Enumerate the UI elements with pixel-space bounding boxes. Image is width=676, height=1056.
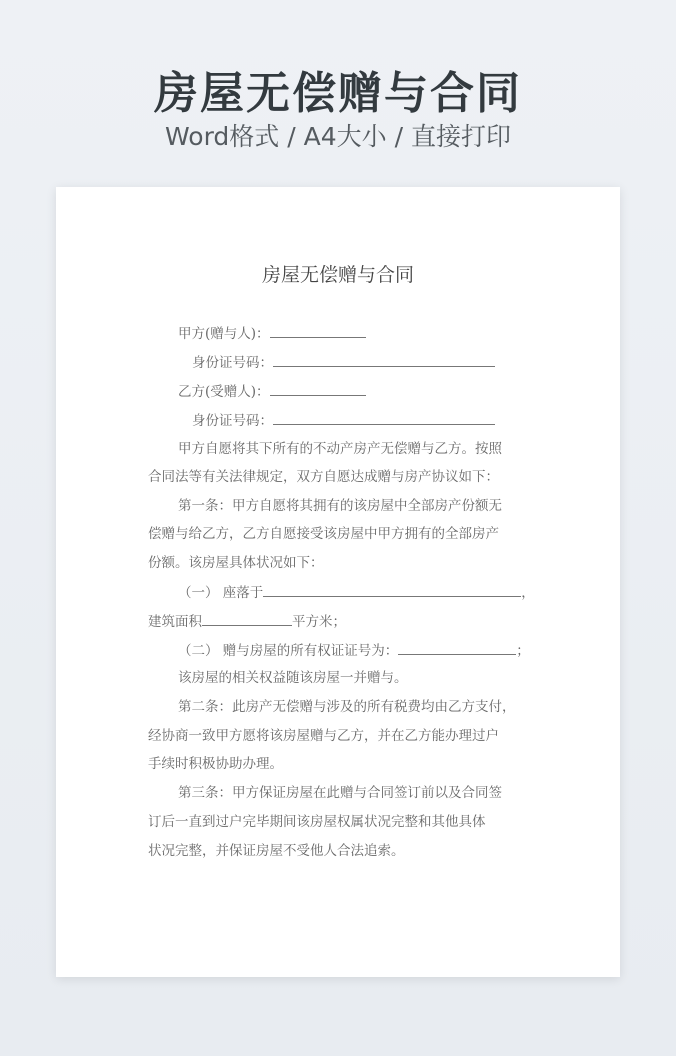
article-2-line-3: 手续时积极协助办理。 [148, 756, 283, 772]
party-b-id-row [192, 410, 495, 431]
item-1-label: （一） 座落于 [178, 585, 264, 601]
article-2-line-2: 经协商一致甲方愿将该房屋赠与乙方，并在乙方能办理过户 [148, 728, 499, 744]
party-b-label: 乙方(受赠人)： [178, 384, 270, 400]
area-blank [202, 611, 292, 626]
party-a-blank [270, 323, 366, 338]
item-2-end: ； [516, 643, 530, 659]
article-2-line-1: 第二条：此房产无偿赠与涉及的所有税费均由乙方支付， [178, 699, 516, 715]
banner-title: 房屋无偿赠与合同 [154, 68, 522, 119]
party-b-blank [270, 381, 366, 396]
article-3-line-3: 状况完整，并保证房屋不受他人合法追索。 [148, 843, 405, 859]
area-unit: 平方米； [292, 614, 346, 630]
party-a-row [178, 323, 366, 344]
party-a-label: 甲方(赠与人)： [178, 326, 270, 342]
intro-line-1: 甲方自愿将其下所有的不动产房产无偿赠与乙方。按照 [178, 441, 502, 457]
document-title: 房屋无偿赠与合同 [261, 264, 414, 286]
item-2-label: （二） 赠与房屋的所有权证证号为： [178, 643, 399, 659]
area-row [148, 611, 346, 632]
article-3-line-1: 第三条：甲方保证房屋在此赠与合同签订前以及合同签 [178, 785, 502, 801]
party-a-id-blank [273, 352, 495, 367]
party-a-id-row [192, 352, 495, 373]
location-blank [263, 582, 521, 597]
article-1-line-1: 第一条：甲方自愿将其拥有的该房屋中全部房产份额无 [178, 498, 502, 514]
article-1-line-2: 偿赠与给乙方，乙方自愿接受该房屋中甲方拥有的全部房产 [148, 526, 499, 542]
certificate-blank [398, 640, 516, 655]
rights-line: 该房屋的相关权益随该房屋一并赠与。 [178, 670, 408, 686]
intro-line-2: 合同法等有关法律规定，双方自愿达成赠与房产协议如下： [148, 469, 499, 485]
party-b-id-label: 身份证号码： [192, 413, 273, 429]
item-1-row [178, 582, 535, 603]
item-2-row [178, 640, 530, 661]
party-b-row [178, 381, 366, 402]
party-a-id-label: 身份证号码： [192, 355, 273, 371]
document-page [56, 187, 620, 977]
article-3-line-2: 订后一直到过户完毕期间该房屋权属状况完整和其他具体 [148, 814, 486, 830]
party-b-id-blank [273, 410, 495, 425]
item-1-end: ， [521, 585, 535, 601]
banner-subtitle: Word格式 / A4大小 / 直接打印 [165, 122, 511, 151]
area-label: 建筑面积 [148, 614, 202, 630]
article-1-line-3: 份额。该房屋具体状况如下： [148, 555, 324, 571]
